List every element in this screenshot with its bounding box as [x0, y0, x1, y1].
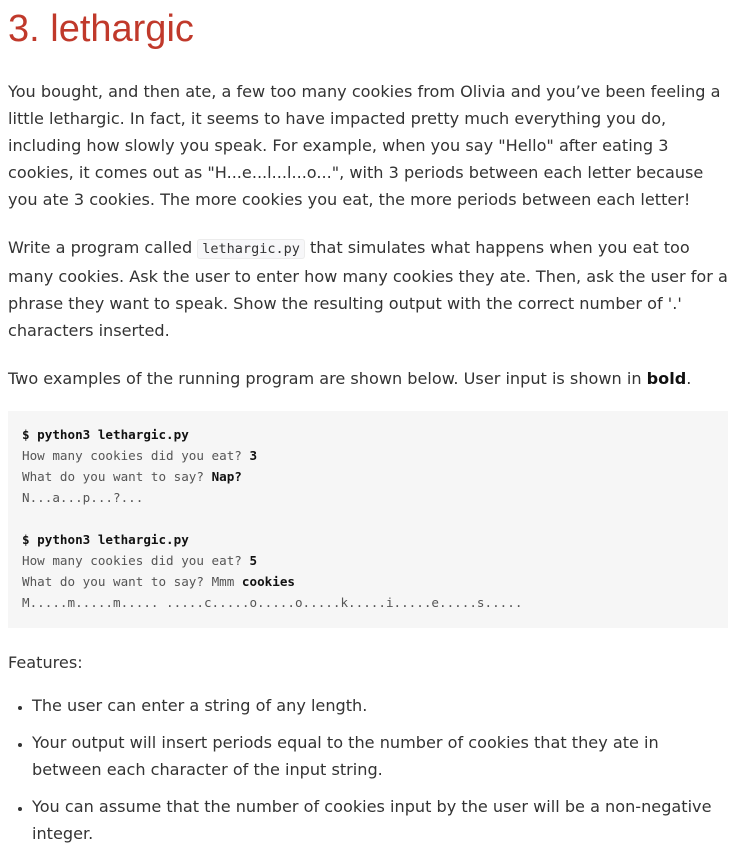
features-heading: Features: — [8, 653, 83, 672]
task-text-after: that simulates what happens when you eat too many cookies. Ask the user to enter how many cookies they ate. Then, ask the user for a phrase they want to speak. Show the resulting output with the correct number of '.' characters inserted. — [8, 238, 728, 340]
feature-item: • The user can enter a string of any length. — [32, 692, 732, 719]
example-2-command: $ python3 lethargic.py — [22, 532, 189, 547]
example-2-phrase-line: What do you want to say? Mmm cookies — [22, 574, 295, 589]
examples-intro-end: . — [686, 369, 692, 388]
example-2-cookies-line: How many cookies did you eat? 5 — [22, 553, 258, 568]
examples-intro-paragraph — [8, 365, 732, 392]
feature-item: • You can assume that the number of cookies input by the user will be a non-negative integer. — [32, 793, 732, 847]
intro-paragraph: You bought, and then ate, a few too many cookies from Olivia and you’ve been feeling a little lethargic. In fact, it seems to have impacted pretty much everything you do, including how slowly you speak. For example, when you say "Hello" after eating 3 cookies, it comes out as "H...e...l...l...o...", with 3 periods between each letter because you ate 3 cookies. The more cookies you eat, the more periods between each letter! — [8, 82, 721, 209]
features-list — [8, 692, 732, 847]
page-title: 3. lethargic — [8, 8, 194, 50]
examples-intro-text: Two examples of the running program are shown below. User input is shown in — [8, 369, 647, 388]
feature-item: • Your output will insert periods equal to the number of cookies that they ate in between each character of the input string. — [32, 729, 732, 783]
example-1-cookies-line: How many cookies did you eat? 3 — [22, 448, 258, 463]
example-2-output: M.....m.....m..... .....c.....o.....o.....k.....i.....e.....s..... — [22, 595, 523, 610]
task-paragraph — [8, 234, 732, 344]
code-example-block — [8, 411, 728, 628]
task-text-before: Write a program called — [8, 238, 198, 257]
example-1-phrase-line: What do you want to say? Nap? — [22, 469, 242, 484]
filename-code: lethargic.py — [197, 239, 305, 259]
example-1-command: $ python3 lethargic.py — [22, 427, 189, 442]
examples-intro-bold: bold — [646, 369, 687, 388]
example-1-output: N...a...p...?... — [22, 490, 144, 505]
example-spacer — [22, 508, 728, 529]
